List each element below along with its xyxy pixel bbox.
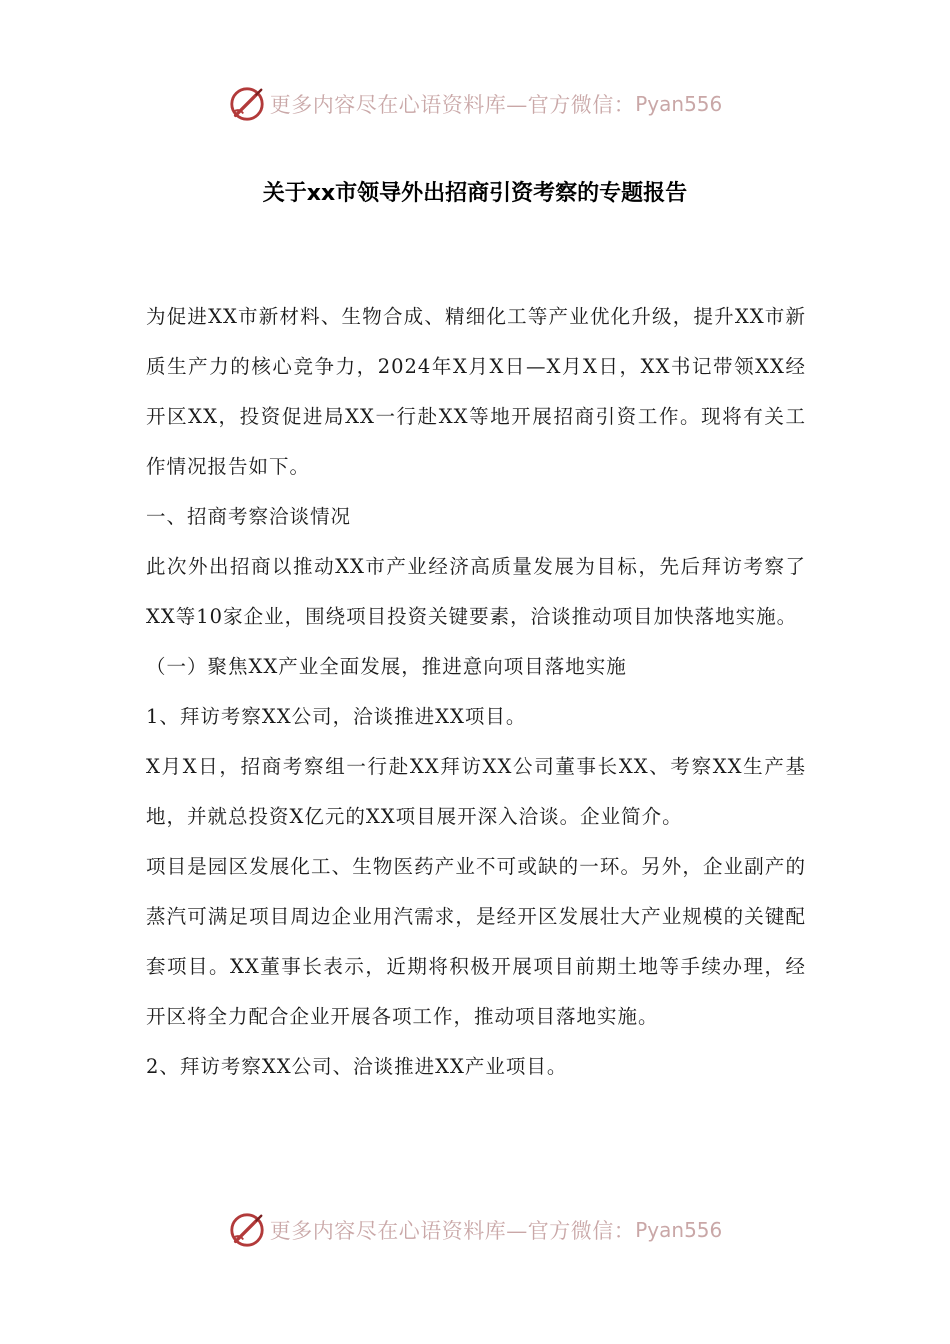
paragraph-project-1: 项目是园区发展化工、生物医药产业不可或缺的一环。另外，企业副产的蒸汽可满足项目周边企业用汽需求，是经开区发展壮大产业规模的关键配套项目。XX董事长表示，近期将积极开展项目前期土地等手续办理，经开区将全力配合企业开展各项工作，推动项目落地实施。 bbox=[146, 855, 806, 1028]
heading-item-2: 2、拜访考察XX公司、洽谈推进XX产业项目。 bbox=[146, 1055, 568, 1078]
heading-item-1: 1、拜访考察XX公司，洽谈推进XX项目。 bbox=[146, 705, 527, 728]
banner-text: 更多内容尽在心语资料库—官方微信： bbox=[269, 1219, 636, 1243]
paragraph-summary: 此次外出招商以推动XX市产业经济高质量发展为目标，先后拜访考察了XX等10家企业，围绕项目投资关键要素，洽谈推动项目加快落地实施。 bbox=[146, 555, 806, 628]
pen-logo-icon bbox=[228, 1211, 266, 1249]
pen-logo-icon bbox=[228, 85, 266, 123]
footer-watermark-banner bbox=[0, 1208, 950, 1252]
banner-wechat-id: Pyan556 bbox=[635, 1218, 723, 1242]
heading-subsection-1: （一）聚焦XX产业全面发展，推进意向项目落地实施 bbox=[146, 655, 627, 678]
paragraph-intro: 为促进XX市新材料、生物合成、精细化工等产业优化升级，提升XX市新质生产力的核心竞争力，2024年X月X日—X月X日，XX书记带领XX经开区XX，投资促进局XX一行赴XX等地开展招商引资工作。现将有关工作情况报告如下。 bbox=[146, 305, 806, 478]
banner-wechat-id: Pyan556 bbox=[635, 92, 723, 116]
document-title: 关于xx市领导外出招商引资考察的专题报告 bbox=[262, 181, 688, 206]
document-body bbox=[146, 292, 806, 1092]
heading-section-1: 一、招商考察洽谈情况 bbox=[146, 505, 352, 528]
header-watermark-banner bbox=[0, 82, 950, 126]
paragraph-visit-1: X月X日，招商考察组一行赴XX拜访XX公司董事长XX、考察XX生产基地，并就总投资X亿元的XX项目展开深入洽谈。企业简介。 bbox=[146, 755, 806, 828]
banner-text: 更多内容尽在心语资料库—官方微信： bbox=[269, 93, 636, 117]
